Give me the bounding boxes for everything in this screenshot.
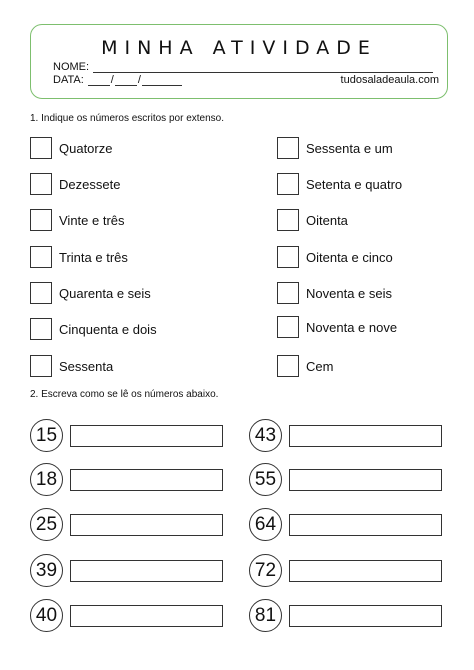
check-item [30,137,112,159]
date-month-field[interactable] [115,75,137,86]
check-label: Cem [306,358,334,374]
number-circle: 81 [249,599,282,632]
checkbox[interactable] [30,246,52,268]
number-circle: 18 [30,463,63,496]
check-item [30,282,151,304]
name-field[interactable] [93,62,433,73]
answer-box[interactable] [289,605,442,627]
check-item [30,209,125,231]
answer-box[interactable] [70,469,223,491]
date-label: DATA: [53,74,84,86]
check-item [30,173,120,195]
number-item [30,554,223,587]
check-item [277,137,393,159]
site-url: tudosaladeaula.com [340,74,439,86]
check-item [277,282,392,304]
checkbox[interactable] [30,282,52,304]
check-item [30,318,157,340]
name-label: NOME: [53,61,90,73]
check-label: Quarenta e seis [59,285,151,301]
check-label: Vinte e três [59,212,125,228]
check-label: Setenta e quatro [306,176,403,192]
checkbox[interactable] [277,137,299,159]
checkbox[interactable] [277,246,299,268]
number-circle: 55 [249,463,282,496]
check-item [277,209,348,231]
check-label: Noventa e nove [306,319,398,335]
answer-box[interactable] [289,514,442,536]
check-item [277,316,397,338]
check-item [277,173,402,195]
check-label: Cinquenta e dois [59,321,157,337]
checkbox[interactable] [277,209,299,231]
check-label: Trinta e três [59,249,128,265]
check-item [30,246,128,268]
number-item [249,508,442,541]
answer-box[interactable] [70,514,223,536]
answer-box[interactable] [289,425,442,447]
checkbox[interactable] [30,355,52,377]
date-row [53,74,182,86]
check-item [277,355,333,377]
number-circle: 40 [30,599,63,632]
check-label: Quatorze [59,140,113,156]
checkbox[interactable] [30,318,52,340]
number-item [249,599,442,632]
checkbox[interactable] [277,355,299,377]
answer-box[interactable] [289,560,442,582]
check-label: Oitenta e cinco [306,249,393,265]
date-separator: / [110,74,114,86]
checkbox[interactable] [30,209,52,231]
number-circle: 43 [249,419,282,452]
answer-box[interactable] [70,425,223,447]
number-item [30,463,223,496]
number-item [30,508,223,541]
check-item [30,355,113,377]
date-separator: / [137,74,141,86]
number-item [249,463,442,496]
date-year-field[interactable] [142,75,182,86]
check-label: Noventa e seis [306,285,392,301]
number-item [30,599,223,632]
check-item [277,246,393,268]
check-label: Sessenta [59,358,114,374]
number-item [249,554,442,587]
checkbox[interactable] [30,137,52,159]
check-label: Dezessete [59,176,121,192]
header-box [30,24,448,99]
checkbox[interactable] [30,173,52,195]
number-circle: 25 [30,508,63,541]
section2-instruction: 2. Escreva como se lê os números abaixo. [30,389,219,400]
name-row [53,61,433,73]
number-item [30,419,223,452]
number-item [249,419,442,452]
answer-box[interactable] [70,560,223,582]
answer-box[interactable] [70,605,223,627]
checkbox[interactable] [277,173,299,195]
page-title: MINHA ATIVIDADE [101,37,377,59]
check-label: Oitenta [306,212,348,228]
number-circle: 72 [249,554,282,587]
check-label: Sessenta e um [306,140,393,156]
checkbox[interactable] [277,316,299,338]
number-circle: 39 [30,554,63,587]
answer-box[interactable] [289,469,442,491]
date-day-field[interactable] [88,75,110,86]
number-circle: 15 [30,419,63,452]
section1-instruction: 1. Indique os números escritos por extenso. [30,113,224,124]
number-circle: 64 [249,508,282,541]
checkbox[interactable] [277,282,299,304]
